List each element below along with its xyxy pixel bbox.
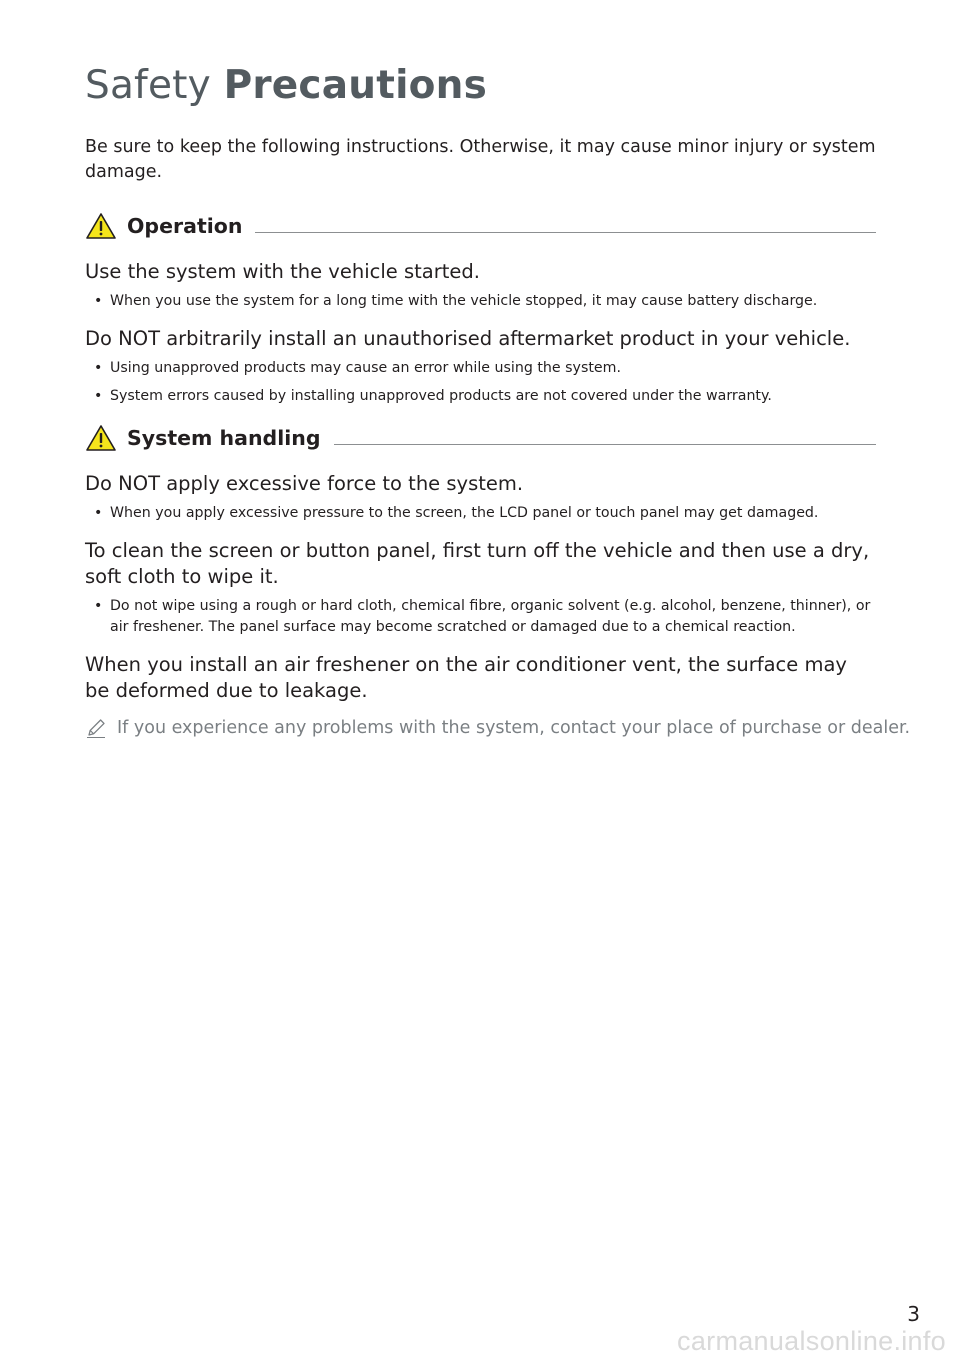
page-title-bold: Precautions	[223, 63, 488, 108]
bullet-item: • When you apply excessive pressure to the screen, the LCD panel or touch panel may get damaged.	[94, 505, 819, 521]
instruction-heading: To clean the screen or button panel, first turn off the vehicle and then use a dry, soft cloth to wipe it.	[85, 539, 870, 588]
section-header-operation	[85, 209, 876, 243]
bullet-text: System errors caused by installing unapproved products are not covered under the warranty.	[110, 388, 772, 404]
intro-paragraph: Be sure to keep the following instructions. Otherwise, it may cause minor injury or system damage.	[85, 137, 876, 182]
bullet-text: Using unapproved products may cause an error while using the system.	[110, 360, 621, 376]
watermark: carmanualsonline.info	[677, 1326, 946, 1356]
bullet-list	[85, 596, 876, 638]
bullet-text: When you apply excessive pressure to the screen, the LCD panel or touch panel may get damaged.	[110, 505, 819, 521]
pencil-note-icon	[85, 717, 107, 739]
instruction-heading: Do NOT apply excessive force to the system.	[85, 472, 524, 495]
note-block	[85, 716, 911, 741]
bullet-list	[85, 291, 876, 312]
warning-triangle-icon	[85, 212, 117, 240]
instruction-heading: Do NOT arbitrarily install an unauthorised aftermarket product in your vehicle.	[85, 327, 851, 350]
bullet-list	[85, 358, 876, 407]
section-divider	[255, 232, 876, 233]
instruction-heading: Use the system with the vehicle started.	[85, 260, 480, 283]
section-title-operation: Operation	[127, 214, 243, 238]
bullet-item: • Do not wipe using a rough or hard cloth, chemical fibre, organic solvent (e.g. alcohol, benzene, thinner), or air freshener. The panel surface may become scratched or damaged due to a chemical reaction.	[94, 598, 871, 635]
section-divider	[334, 444, 876, 445]
page-number: 3	[907, 1302, 920, 1326]
bullet-text: Do not wipe using a rough or hard cloth, chemical fibre, organic solvent (e.g. alcohol, benzene, thinner), or air freshener. The panel surface may become scratched or damaged due to a chemical reaction.	[110, 598, 871, 635]
note-text: If you experience any problems with the system, contact your place of purchase or dealer.	[117, 718, 911, 738]
bullet-item: • Using unapproved products may cause an error while using the system.	[94, 360, 621, 376]
page-title-light: Safety	[85, 63, 211, 108]
warning-triangle-icon	[85, 424, 117, 452]
section-title-system-handling: System handling	[127, 426, 321, 450]
page-content	[85, 60, 911, 741]
bullet-list	[85, 503, 876, 524]
bullet-item: • System errors caused by installing unapproved products are not covered under the warranty.	[94, 388, 772, 404]
instruction-heading: When you install an air freshener on the air conditioner vent, the surface may be deformed due to leakage.	[85, 653, 847, 702]
section-header-system-handling	[85, 421, 876, 455]
page-title	[85, 60, 876, 112]
bullet-text: When you use the system for a long time with the vehicle stopped, it may cause battery discharge.	[110, 293, 818, 309]
bullet-item: • When you use the system for a long time with the vehicle stopped, it may cause battery discharge.	[94, 293, 818, 309]
